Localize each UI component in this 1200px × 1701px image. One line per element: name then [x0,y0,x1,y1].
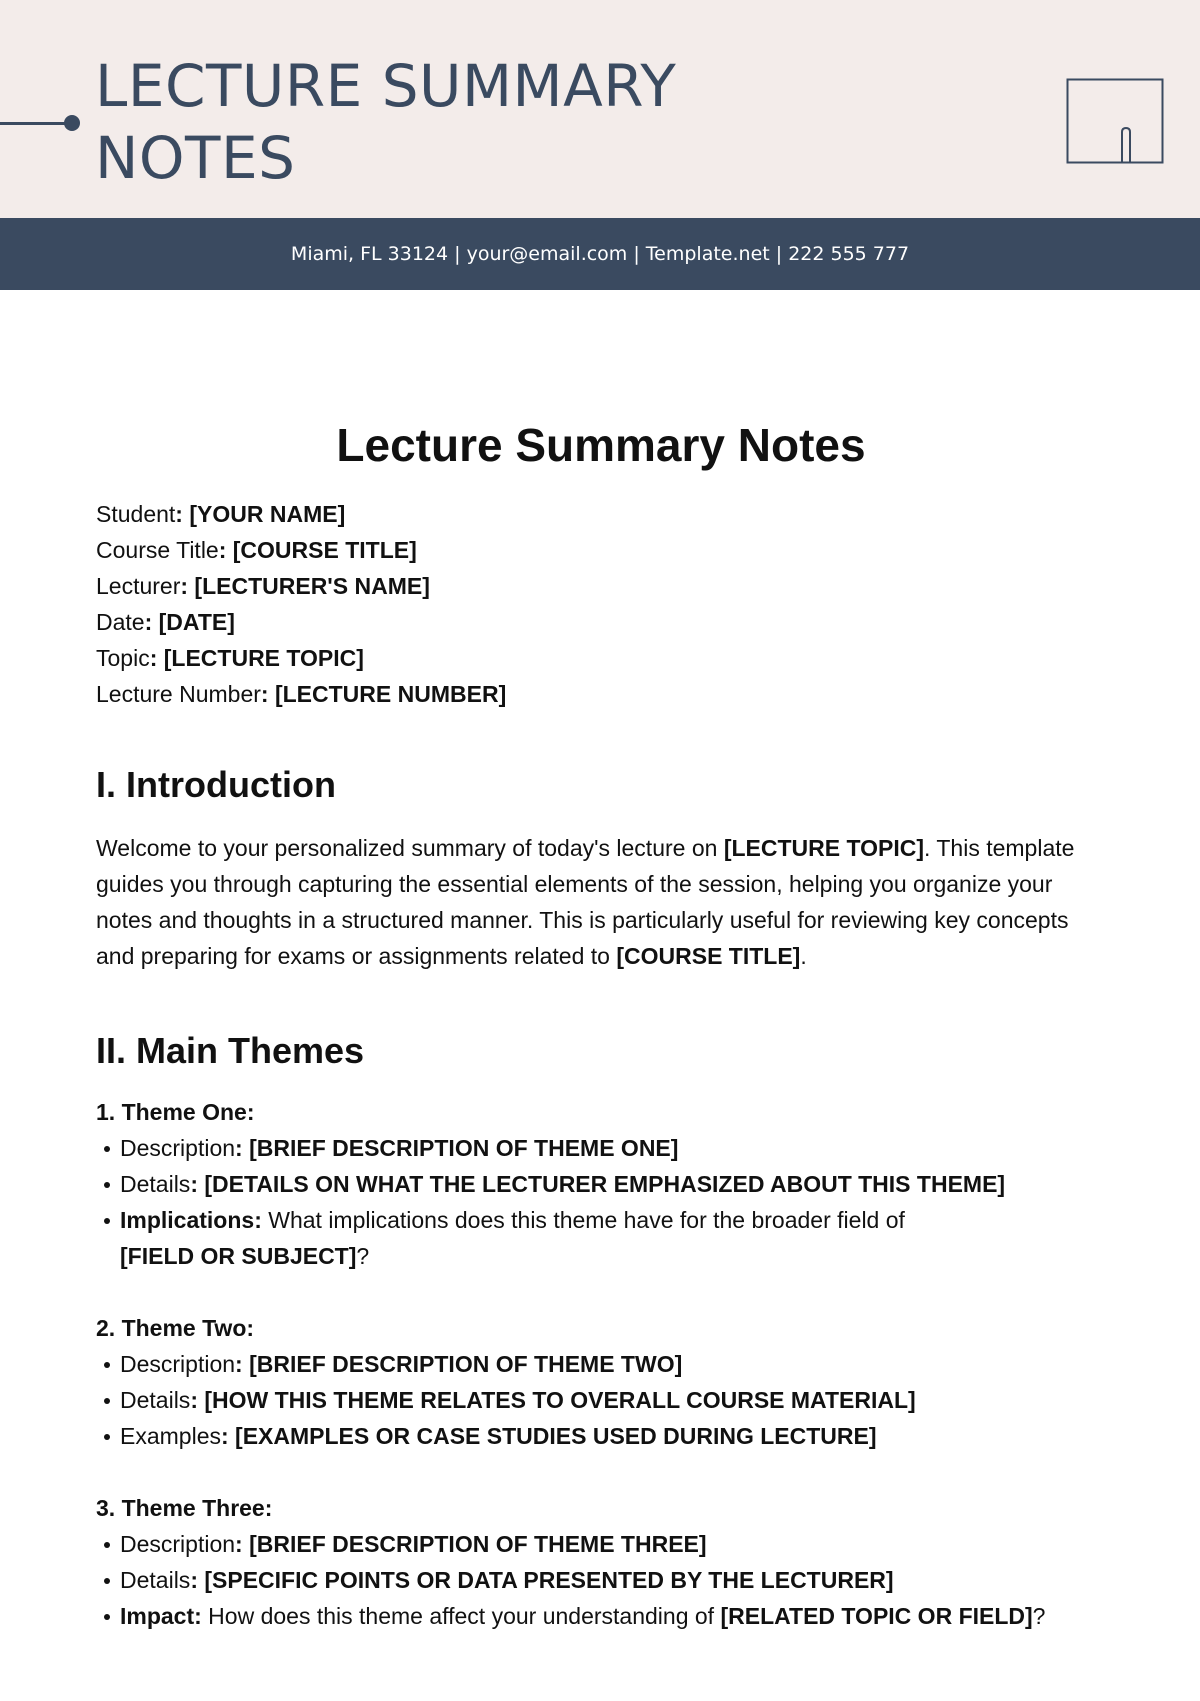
bullet-text: ? [1032,1603,1046,1629]
bullet-value: [RELATED TOPIC OR FIELD] [720,1603,1033,1629]
meta-list [96,496,1106,712]
bullet-label: Details [120,1567,191,1593]
header-banner [0,0,1200,218]
contact-info: Miami, FL 33124 | your@email.com | Template.net | 222 555 777 [290,243,910,265]
bullet-label: Impact: [120,1603,202,1629]
meta-row-date [96,604,1106,640]
theme-title: 3. Theme Three: [96,1495,273,1521]
intro-text: . [800,943,807,969]
theme-title: 2. Theme Two: [96,1315,255,1341]
contact-bar [0,218,1200,290]
bullet-value: : [BRIEF DESCRIPTION OF THEME TWO] [235,1351,683,1377]
bullet-value: : [EXAMPLES OR CASE STUDIES USED DURING LECTURE] [220,1423,877,1449]
intro-paragraph [96,830,1106,974]
list-item [96,1526,1106,1562]
list-item [96,1346,1106,1382]
section-heading-main-themes: II. Main Themes [96,1030,365,1071]
bullet-text: ? [356,1243,370,1269]
document-title: Lecture Summary Notes [336,419,866,471]
intro-placeholder: [COURSE TITLE] [616,943,801,969]
meta-value: : [YOUR NAME] [175,501,346,527]
intro-placeholder: [LECTURE TOPIC] [723,835,924,861]
meta-label: Lecturer [96,573,181,599]
header-title [95,50,795,194]
bullet-label: Details [120,1171,191,1197]
theme-title: 1. Theme One: [96,1099,255,1125]
meta-label: Topic [96,645,150,671]
logo-icon [1066,78,1164,164]
intro-text: . This template guides you through capturing the essential elements of the session, helping you organize your notes and thoughts in a structured manner. This is particularly useful for reviewing key concepts and preparing for exams or assignments related to [96,835,1075,969]
meta-value: : [LECTURE NUMBER] [260,681,507,707]
meta-label: Course Title [96,537,219,563]
section-heading-introduction: I. Introduction [96,764,336,805]
bullet-value: : [BRIEF DESCRIPTION OF THEME ONE] [235,1135,679,1161]
bullet-label: Implications: [120,1207,262,1233]
list-item [96,1418,1106,1454]
theme-block [96,1490,1106,1634]
theme-bullets [96,1526,1106,1634]
meta-label: Date [96,609,145,635]
bullet-value: : [BRIEF DESCRIPTION OF THEME THREE] [235,1531,707,1557]
bullet-label: Examples [120,1423,221,1449]
document-body [96,410,1106,1634]
meta-label: Lecture Number [96,681,261,707]
theme-bullets [96,1346,1106,1454]
bullet-label: Description [120,1351,236,1377]
list-item [96,1382,1106,1418]
header-title-line1: LECTURE SUMMARY [95,52,677,120]
list-item [96,1562,1106,1598]
meta-row-lecturer [96,568,1106,604]
intro-text: Welcome to your personalized summary of today's lecture on [96,835,724,861]
meta-value: : [DATE] [144,609,235,635]
bullet-value: : [HOW THIS THEME RELATES TO OVERALL COURSE MATERIAL] [190,1387,916,1413]
theme-block [96,1310,1106,1454]
meta-value: : [LECTURER'S NAME] [180,573,430,599]
meta-label: Student [96,501,176,527]
meta-row-lecture-number [96,676,1106,712]
bullet-value: : [DETAILS ON WHAT THE LECTURER EMPHASIZED ABOUT THIS THEME] [190,1171,1006,1197]
meta-value: : [LECTURE TOPIC] [149,645,364,671]
bullet-label: Description [120,1135,236,1161]
bullet-value: : [SPECIFIC POINTS OR DATA PRESENTED BY THE LECTURER] [190,1567,894,1593]
meta-row-topic [96,640,1106,676]
list-item [96,1130,1106,1166]
header-title-line2: NOTES [95,124,296,192]
meta-row-student [96,496,1106,532]
bullet-text: How does this theme affect your understanding of [201,1603,721,1629]
list-item [96,1202,1106,1274]
bullet-text: What implications does this theme have for the broader field of [261,1207,905,1233]
list-item [96,1598,1106,1634]
decorative-dot [64,115,80,131]
bullet-label: Details [120,1387,191,1413]
theme-bullets [96,1130,1106,1274]
list-item [96,1166,1106,1202]
bullet-label: Description [120,1531,236,1557]
meta-row-course-title [96,532,1106,568]
decorative-line [0,122,70,125]
bullet-value: [FIELD OR SUBJECT] [120,1243,357,1269]
meta-value: : [COURSE TITLE] [218,537,417,563]
theme-block [96,1094,1106,1274]
